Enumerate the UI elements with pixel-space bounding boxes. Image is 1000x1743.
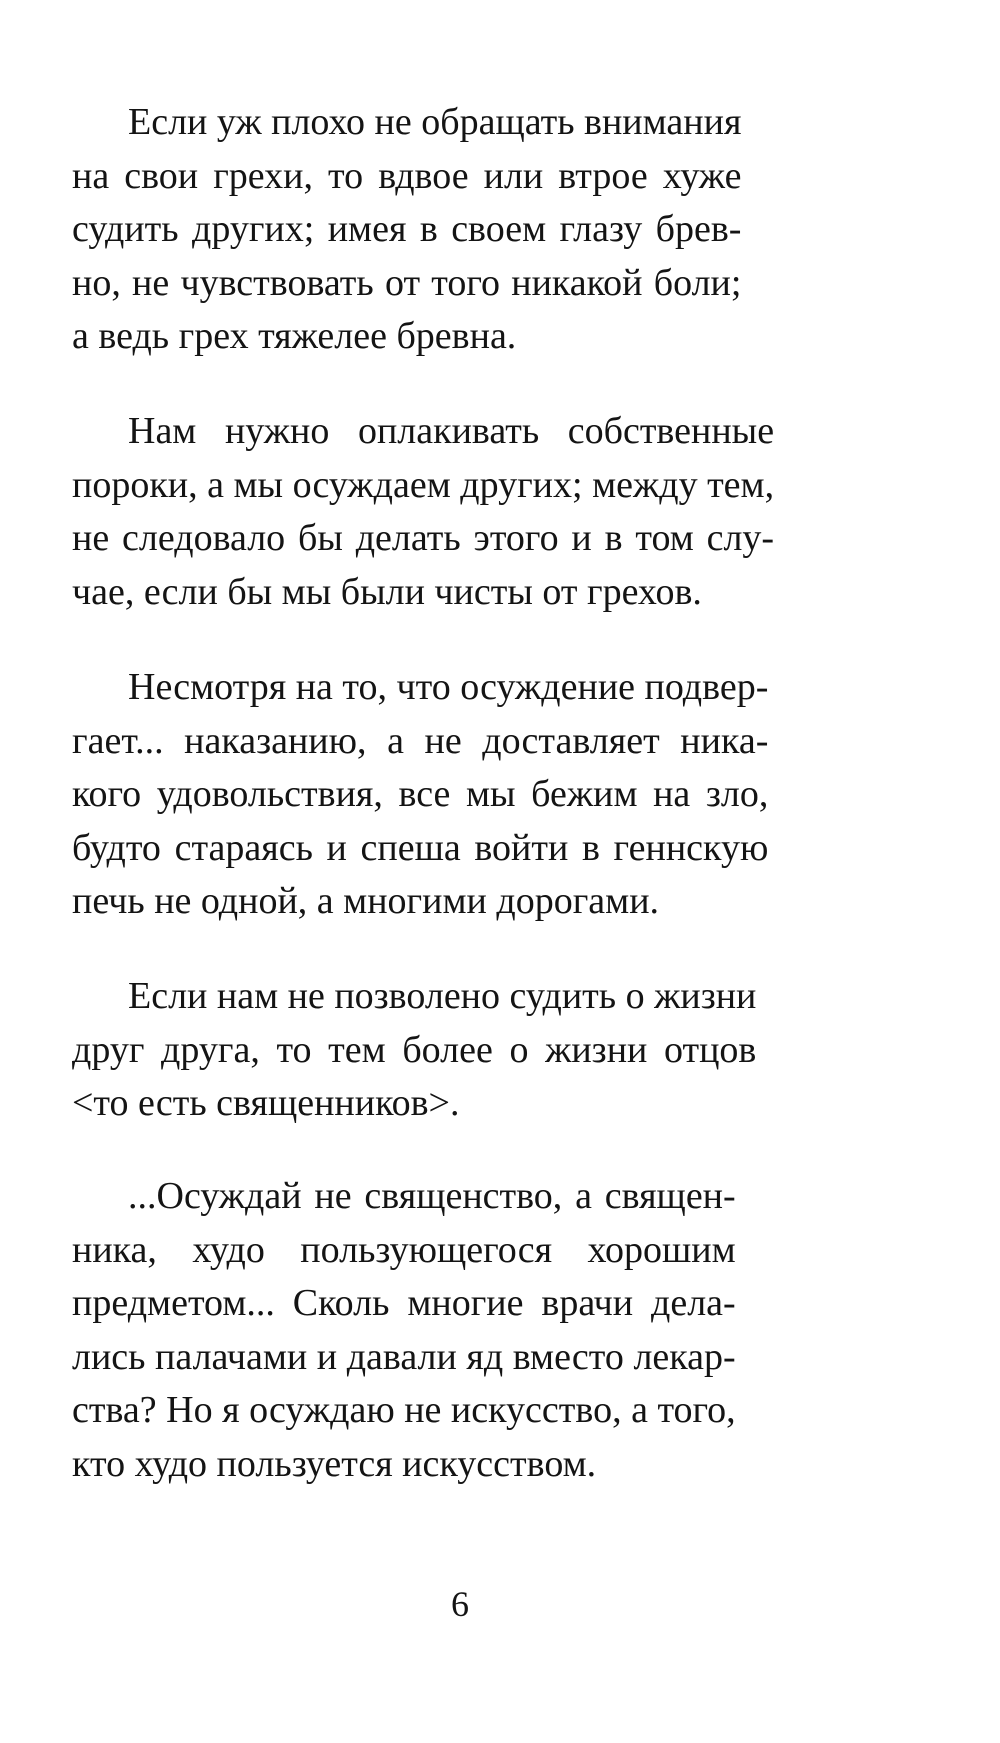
- page-number: 6: [451, 1584, 469, 1624]
- text-line: не следовало бы делать этого и в том слу-: [72, 517, 775, 559]
- text-line: <то есть священников>.: [72, 1082, 460, 1124]
- text-line: лись палачами и давали яд вместо лекар-: [72, 1335, 736, 1378]
- text-line: друг друга, то тем более о жизни отцов: [72, 1028, 757, 1071]
- text-line: Если уж плохо не обращать внимания: [128, 101, 742, 143]
- text-line: судить других; имея в своем глазу брев-: [72, 208, 742, 250]
- text-line: но, не чувствовать от того никакой боли;: [72, 261, 742, 304]
- text-line: ника, худо пользующегося хорошим: [72, 1228, 736, 1271]
- text-line: будто стараясь и спеша войти в геннскую: [72, 826, 769, 869]
- text-line: Нам нужно оплакивать собственные: [128, 410, 775, 452]
- paragraph-4: [72, 970, 756, 1131]
- text-line: предметом... Сколь многие врачи дела-: [72, 1282, 736, 1324]
- text-line: Несмотря на то, что осуждение подвер-: [128, 666, 769, 708]
- paragraph-3: [72, 661, 768, 929]
- text-line: гает... наказанию, а не доставляет ника-: [72, 719, 769, 762]
- paragraph-2: [72, 405, 774, 619]
- text-line: а ведь грех тяжелее бревна.: [72, 315, 517, 357]
- text-line: ства? Но я осуждаю не искусство, а того,: [72, 1389, 736, 1431]
- text-line: пороки, а мы осуждаем других; между тем,: [72, 463, 775, 506]
- paragraph-5: [72, 1170, 736, 1491]
- text-line: печь не одной, а многими дорогами.: [72, 880, 660, 922]
- text-line: на свои грехи, то вдвое или втрое хуже: [72, 154, 742, 197]
- text-line: чае, если бы мы были чисты от грехов.: [72, 570, 702, 613]
- text-line: ...Осуждай не священство, а священ-: [128, 1175, 736, 1217]
- text-line: кого удовольствия, все мы бежим на зло,: [72, 773, 769, 815]
- text-line: Если нам не позволено судить о жизни: [128, 975, 757, 1017]
- text-line: кто худо пользуется искусством.: [72, 1442, 597, 1485]
- paragraph-1: [72, 96, 741, 364]
